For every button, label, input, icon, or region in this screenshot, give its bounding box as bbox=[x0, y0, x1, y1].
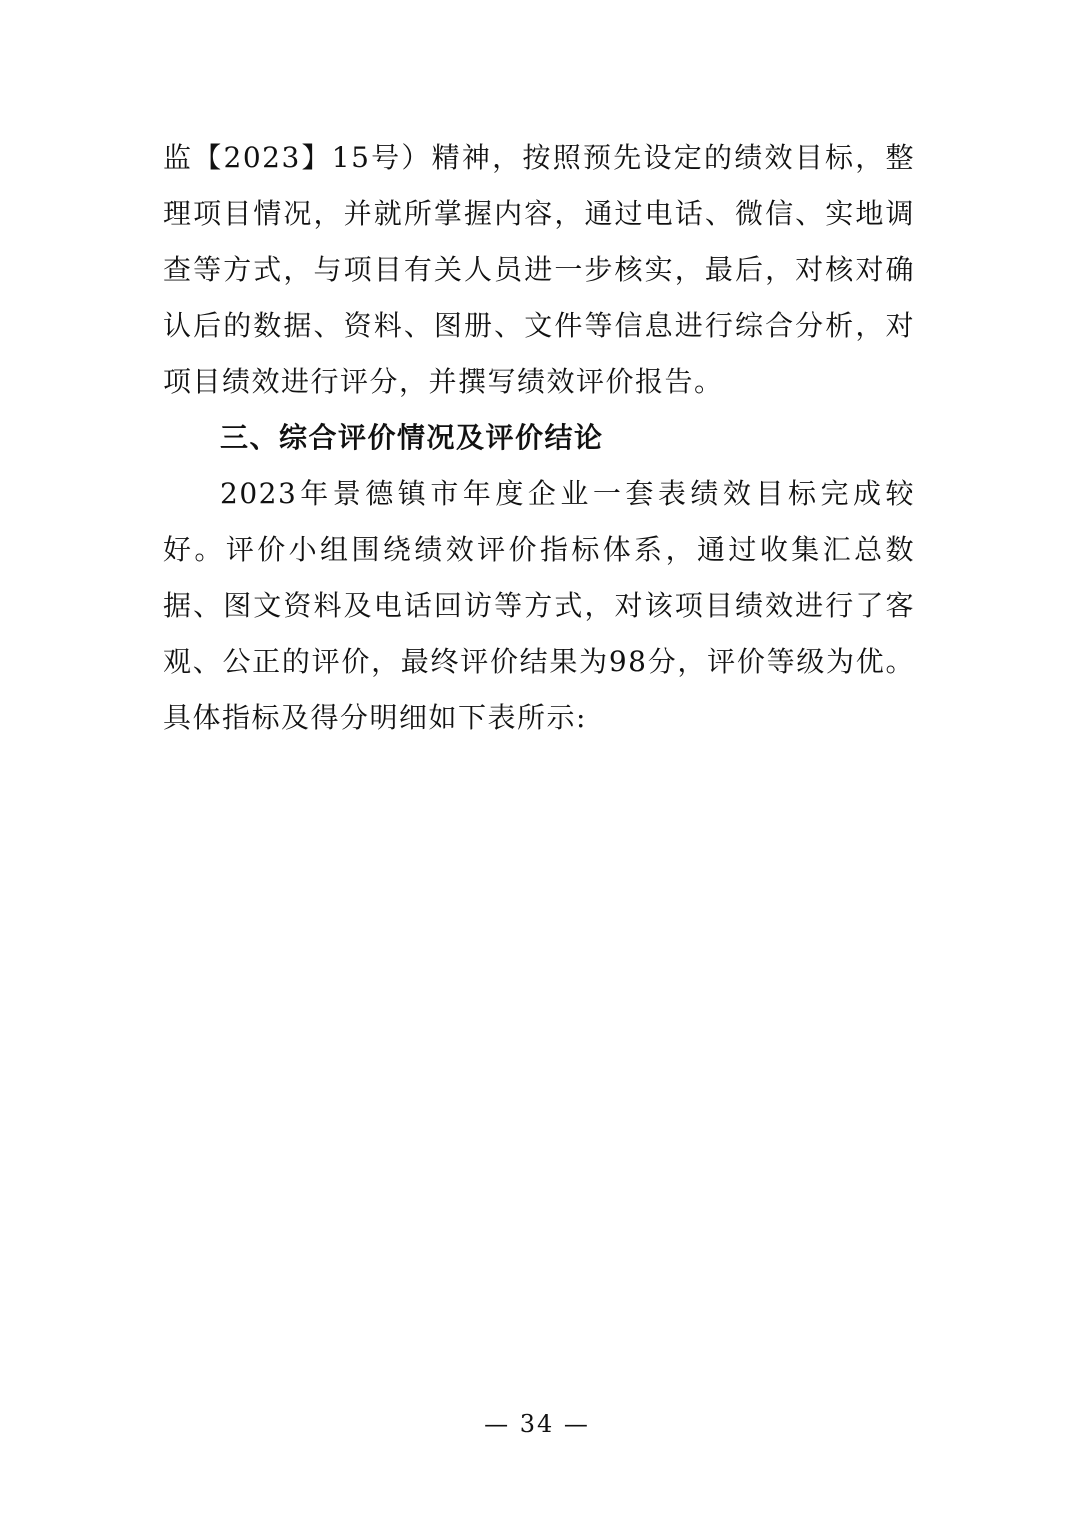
body-paragraph-continued: 监【2023】15号）精神，按照预先设定的绩效目标，整理项目情况，并就所掌握内容，通过电话、微信、实地调查等方式，与项目有关人员进一步核实，最后，对核对确认后的数据、资料、图册、文件等信息进行综合分析，对项目绩效进行评分，并撰写绩效评价报告。 bbox=[163, 141, 915, 398]
body-paragraph-conclusion: 2023年景德镇市年度企业一套表绩效目标完成较好。评价小组围绕绩效评价指标体系，通过收集汇总数据、图文资料及电话回访等方式，对该项目绩效进行了客观、公正的评价，最终评价结果为98分，评价等级为优。具体指标及得分明细如下表所示: bbox=[163, 477, 915, 734]
page-number: — 34 — bbox=[484, 1410, 590, 1438]
page-body bbox=[163, 130, 915, 746]
section-heading: 三、综合评价情况及评价结论 bbox=[220, 421, 604, 454]
